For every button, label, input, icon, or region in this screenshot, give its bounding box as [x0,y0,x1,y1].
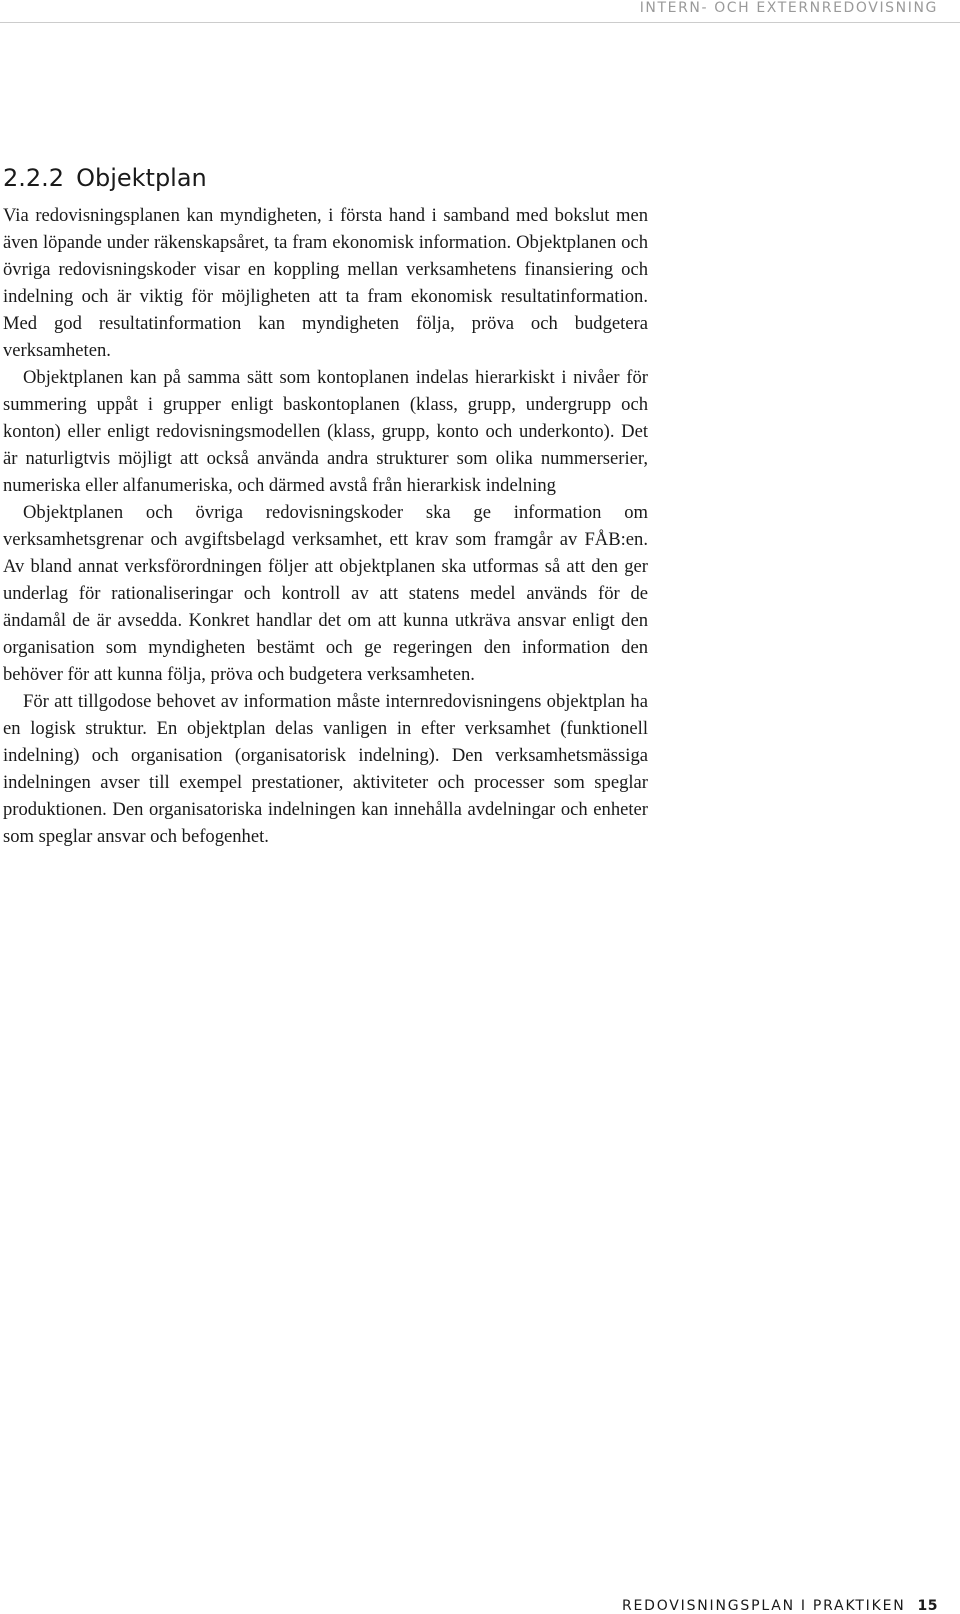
paragraph-3: Objektplanen och övriga redovisningskoder ska ge information om verksamhetsgrenar och avgiftsbelagd verksamhet, ett krav som framgår av FÅB:en. Av bland annat verksförordningen följer att objektplanen ska utformas så att den ger underlag för rationaliseringar och kontroll av att statens medel används för de ändamål de är avsedda. Konkret handlar det om att kunna utkräva ansvar enligt den organisation som myndigheten bestämt och ge regeringen den information den behöver för att kunna följa, pröva och budgetera verksamheten. [3,502,648,685]
paragraph-4: För att tillgodose behovet av information måste internredovisningens objektplan ha en logisk struktur. En objektplan delas vanligen in efter verksamhet (funktionell indelning) och organisation (organisatorisk indelning). Den verksamhetsmässiga indelningen avser till exempel prestationer, aktiviteter och processer som speglar produktionen. Den organisatoriska indelningen kan innehålla avdelningar och enheter som speglar ansvar och befogenhet. [3,691,648,847]
header-divider [0,22,960,23]
paragraph-1: Via redovisningsplanen kan myndigheten, i första hand i samband med bokslut men även löpande under räkenskapsåret, ta fram ekonomisk information. Objektplanen och övriga redovisningskoder visar en koppling mellan verksamhetens finansiering och indelning och är viktig för möjligheten att ta fram ekonomisk resultatinformation. Med god resultatinformation kan myndigheten följa, pröva och budgetera verksamheten. [3,205,648,361]
body-text [3,202,648,850]
footer-part: PRAKTIKEN [812,1598,906,1614]
section-title: Objektplan [76,164,207,192]
section-number: 2.2.2 [3,164,65,192]
page-footer [622,1598,938,1614]
running-header: INTERN- OCH EXTERNREDOVISNING [639,0,938,16]
paragraph-2: Objektplanen kan på samma sätt som kontoplanen indelas hierarkiskt i nivåer för summering uppåt i grupper enligt baskontoplanen (klass, grupp, undergrupp och konton) eller enligt redovisningsmodellen (klass, grupp, konto och underkonto). Det är naturligtvis möjligt att också använda andra strukturer som olika nummerserier, numeriska eller alfanumeriska, och därmed avstå från hierarkisk indelning [3,367,648,496]
footer-chapter: REDOVISNINGSPLAN [621,1598,795,1614]
footer-separator: I [800,1598,807,1614]
page-number: 15 [917,1598,938,1614]
section-heading [3,164,207,192]
